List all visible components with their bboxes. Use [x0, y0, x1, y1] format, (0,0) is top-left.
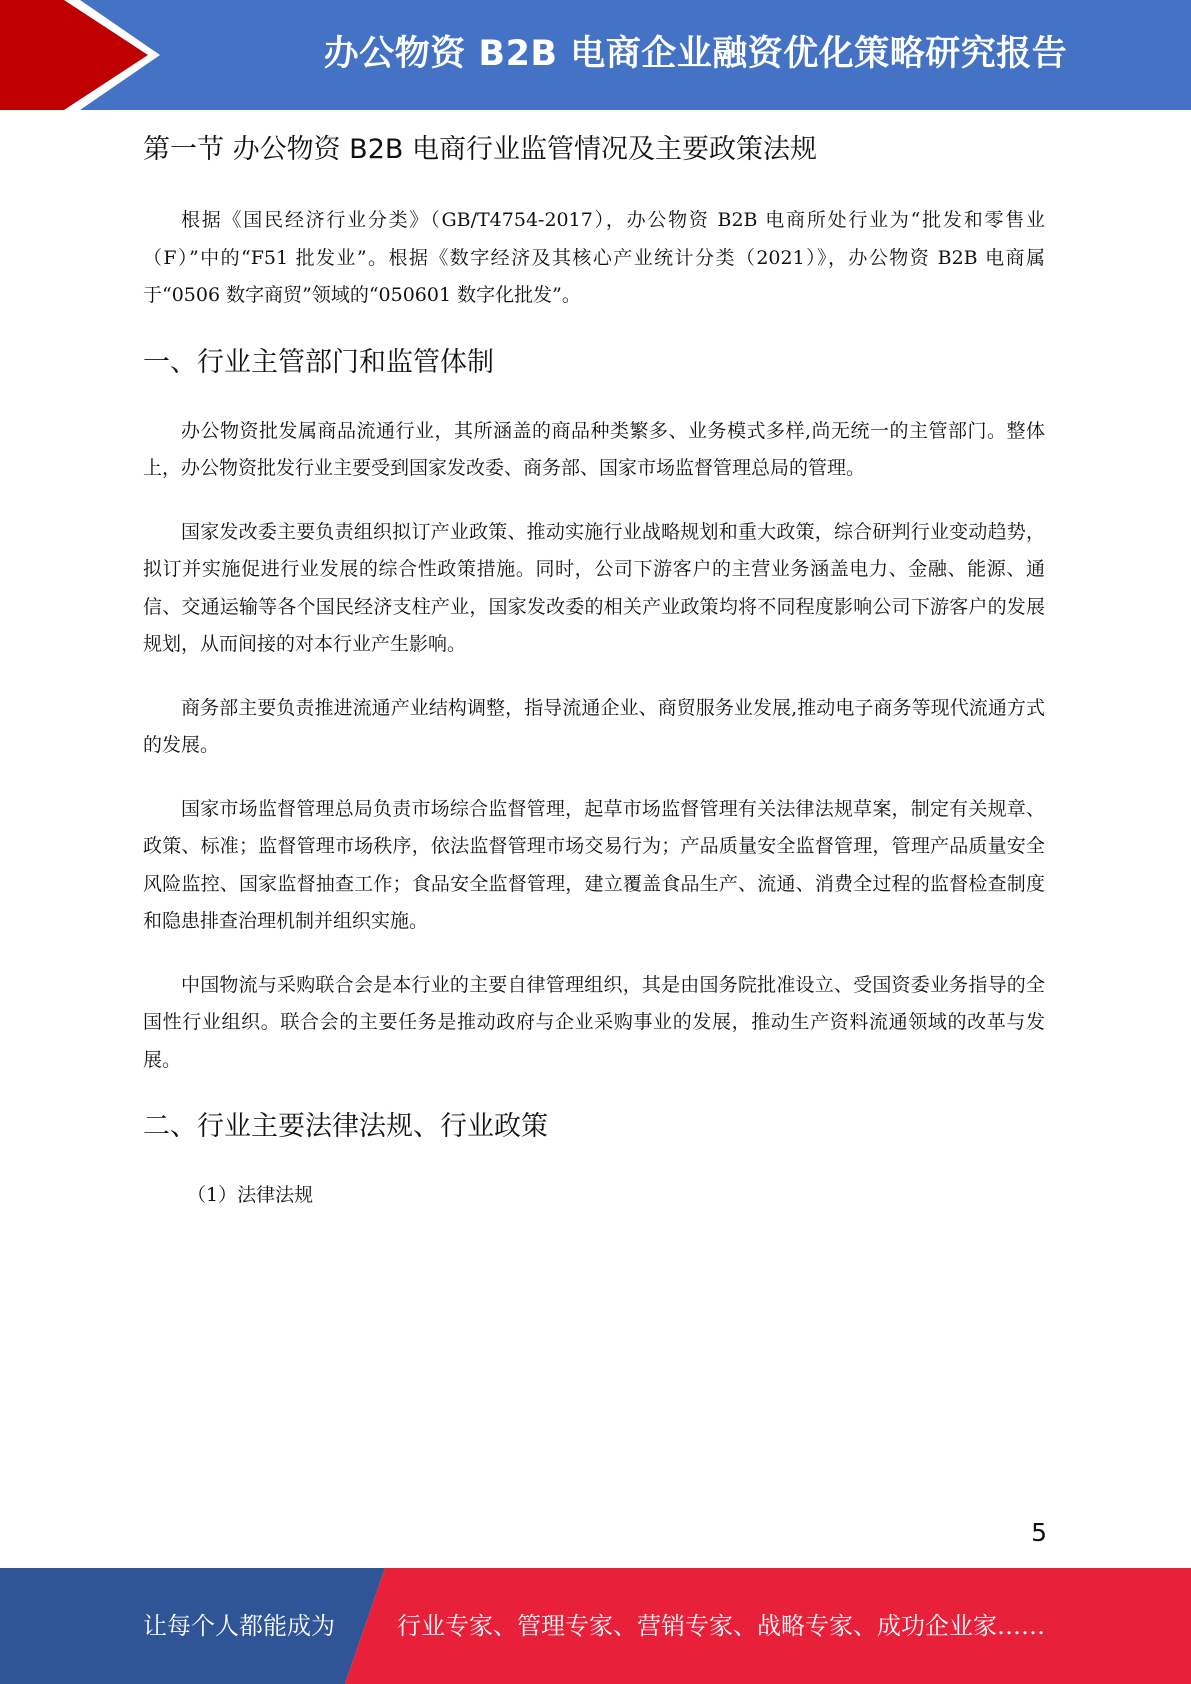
footer-slogan-left: 让每个人都能成为: [143, 1612, 335, 1640]
part2-heading: 二、行业主要法律法规、行业政策: [143, 1111, 548, 1142]
page-header: [0, 0, 1191, 110]
section-title: 第一节 办公物资 B2B 电商行业监管情况及主要政策法规: [143, 134, 817, 165]
paragraph: 办公物资批发属商品流通行业，其所涵盖的商品种类繁多、业务模式多样,尚无统一的主管部门。整体上，办公物资批发行业主要受到国家发改委、商务部、国家市场监督管理总局的管理。: [143, 419, 1045, 479]
part1-heading: 一、行业主管部门和监管体制: [143, 346, 494, 378]
page-number: 5: [1031, 1518, 1047, 1547]
paragraph: 国家市场监督管理总局负责市场综合监督管理，起草市场监督管理有关法律法规草案，制定有关规章、政策、标准；监督管理市场秩序，依法监督管理市场交易行为；产品质量安全监督管理，管理产品质量安全风险监控、国家监督抽查工作；食品安全监督管理，建立覆盖食品生产、流通、消费全过程的监督检查制度和隐患排查治理机制并组织实施。: [143, 797, 1045, 932]
report-title: 办公物资 B2B 电商企业融资优化策略研究报告: [323, 34, 1068, 74]
paragraph: 中国物流与采购联合会是本行业的主要自律管理组织，其是由国务院批准设立、受国资委业务指导的全国性行业组织。联合会的主要任务是推动政府与企业采购事业的发展，推动生产资料流通领域的改革与发展。: [143, 973, 1045, 1071]
list-item-laws: （1）法律法规: [187, 1184, 314, 1206]
paragraph: 国家发改委主要负责组织拟订产业政策、推动实施行业战略规划和重大政策，综合研判行业变动趋势，拟订并实施促进行业发展的综合性政策措施。同时，公司下游客户的主营业务涵盖电力、金融、能源、通信、交通运输等各个国民经济支柱产业，国家发改委的相关产业政策均将不同程度影响公司下游客户的发展规划，从而间接的对本行业产生影响。: [143, 520, 1045, 655]
page-content: [143, 128, 1045, 1215]
footer-slogan-right: 行业专家、管理专家、营销专家、战略专家、成功企业家……: [397, 1612, 1045, 1640]
paragraph: 商务部主要负责推进流通产业结构调整，指导流通企业、商贸服务业发展,推动电子商务等现代流通方式的发展。: [143, 696, 1045, 756]
page-footer: [0, 1568, 1191, 1684]
intro-paragraph: 根据《国民经济行业分类》（GB/T4754-2017），办公物资 B2B 电商所处行业为“批发和零售业（F）”中的“F51 批发业”。根据《数字经济及其核心产业统计分类（2021）》，办公物资 B2B 电商属于“0506 数字商贸”领域的“050601 数字化批发”。: [143, 209, 1045, 306]
